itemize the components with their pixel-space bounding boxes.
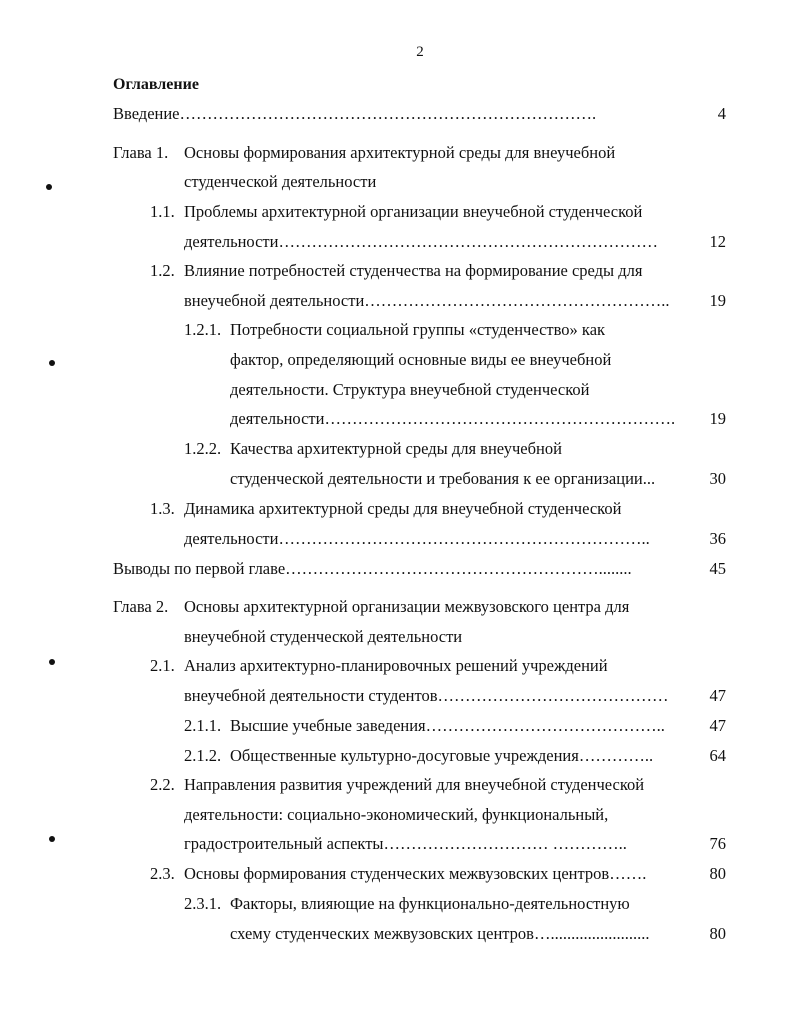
toc-subsection-title: Высшие учебные заведения……………………………………..: [230, 716, 665, 735]
toc-subsection-number: 2.1.1.: [184, 716, 222, 735]
toc-page: 36: [709, 529, 726, 548]
toc-section-number: 2.2.: [150, 775, 175, 794]
toc-section-title: Направления развития учреждений для внеучебной студенческой: [184, 775, 645, 794]
toc-heading: Оглавление: [113, 76, 199, 93]
toc-subsection-title: Качества архитектурной среды для внеучебной: [230, 439, 562, 458]
toc-subsection-number: 1.2.2.: [184, 439, 222, 458]
page-number: 2: [416, 44, 424, 60]
toc-section-number: 2.3.: [150, 864, 175, 883]
toc-subsection-number: 2.1.2.: [184, 746, 222, 765]
toc-section-title: внеучебной деятельности………………………………………………..: [184, 291, 670, 310]
toc-page: 76: [709, 834, 726, 853]
toc-subsection-title: Потребности социальной группы «студенчество» как: [230, 320, 606, 339]
toc-conclusions: Выводы по первой главе…………………………………………………........: [113, 559, 632, 578]
toc-chapter-number: Глава 1.: [113, 143, 169, 162]
toc-page: 30: [709, 469, 726, 488]
binding-hole-mark: [49, 836, 55, 842]
toc-subsection-title: студенческой деятельности и требования к ее организации...: [230, 469, 656, 488]
toc-subsection-number: 2.3.1.: [184, 894, 222, 913]
toc-section-title: Проблемы архитектурной организации внеучебной студенческой: [184, 202, 643, 221]
toc-subsection-number: 1.2.1.: [184, 320, 222, 339]
toc-chapter-title: внеучебной студенческой деятельности: [184, 627, 463, 646]
toc-subsection-title: деятельности……………………………………………………….: [230, 409, 676, 428]
toc-page: 47: [709, 716, 726, 735]
toc-chapter-number: Глава 2.: [113, 597, 169, 616]
toc-subsection-title: деятельности. Структура внеучебной студенческой: [230, 380, 590, 399]
toc-page: 19: [709, 409, 726, 428]
toc-page: 45: [709, 559, 726, 578]
toc-section-title: градостроительный аспекты………………………… …………..: [184, 834, 627, 853]
toc-page: 64: [709, 746, 726, 765]
toc-section-title: Динамика архитектурной среды для внеучебной студенческой: [184, 499, 622, 518]
binding-hole-mark: [49, 360, 55, 366]
toc-section-title: деятельности: социально-экономический, функциональный,: [184, 805, 609, 824]
toc-chapter-title: Основы архитектурной организации межвузовского центра для: [184, 597, 630, 616]
toc-page: 80: [709, 864, 726, 883]
toc-section-number: 1.2.: [150, 261, 175, 280]
toc-page: 19: [709, 291, 726, 310]
toc-page: 80: [709, 924, 726, 943]
toc-subsection-title: схему студенческих межвузовских центров…........................: [230, 924, 650, 943]
binding-hole-mark: [46, 184, 52, 190]
toc-section-title: внеучебной деятельности студентов……………………………………: [184, 686, 669, 705]
toc-section-title: Влияние потребностей студенчества на формирование среды для: [184, 261, 643, 280]
toc-page: 47: [709, 686, 726, 705]
toc-chapter-title: Основы формирования архитектурной среды для внеучебной: [184, 143, 616, 162]
toc-section-number: 1.3.: [150, 499, 175, 518]
toc-subsection-title: Общественные культурно-досуговые учреждения…………..: [230, 746, 654, 765]
toc-section-number: 2.1.: [150, 656, 175, 675]
toc-section-title: деятельности……………………………………………………………: [184, 232, 658, 251]
toc-section-title: Анализ архитектурно-планировочных решений учреждений: [184, 656, 608, 675]
toc-section-number: 1.1.: [150, 202, 175, 221]
toc-section-title: деятельности…………………………………………………………..: [184, 529, 650, 548]
toc-chapter-title: студенческой деятельности: [184, 172, 377, 191]
toc-subsection-title: фактор, определяющий основные виды ее внеучебной: [230, 350, 612, 369]
toc-page: 4: [717, 104, 726, 123]
toc-page: 12: [709, 232, 726, 251]
toc-intro: Введение………………………………………………………………….: [113, 104, 597, 123]
toc-subsection-title: Факторы, влияющие на функционально-деятельностную: [230, 894, 630, 913]
binding-hole-mark: [49, 659, 55, 665]
toc-section-title: Основы формирования студенческих межвузовских центров…….: [184, 864, 647, 883]
